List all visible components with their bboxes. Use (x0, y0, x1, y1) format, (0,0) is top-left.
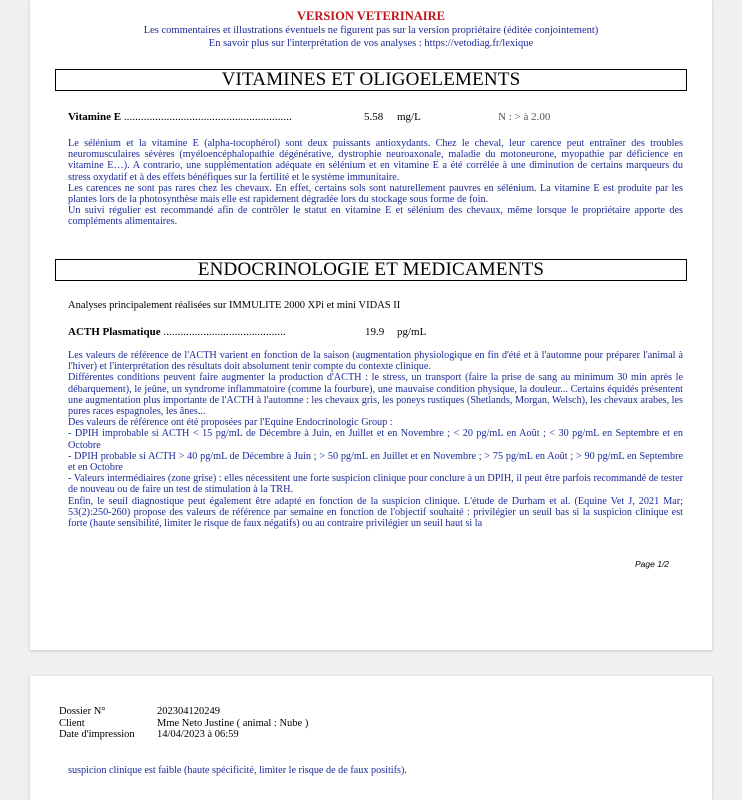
comment-paragraph: - DPIH probable si ACTH > 40 pg/mL de Décembre à Juin ; > 50 pg/mL en Juillet et en Novembre ; > 75 pg/mL en Août ; > 90 pg/mL en Septembre et en Octobre (68, 450, 683, 474)
version-label: VERSION VETERINAIRE (296, 9, 446, 23)
meta-row-dossier (59, 706, 308, 718)
analysis-value: 19.9 (365, 326, 385, 338)
leader-dots: ........................................................... (123, 111, 292, 123)
comment-paragraph: - DPIH improbable si ACTH < 15 pg/mL de Décembre à Juin, en Juillet et en Novembre ; < 20 pg/mL en Août ; < 30 pg/mL en Septembre et en Octobre (68, 428, 683, 451)
acth-comment (68, 350, 683, 529)
page-number: Page 1/2 (635, 559, 670, 569)
comment-paragraph: Le sélénium et la vitamine E (alpha-tocophérol) sont deux puissants antioxydants. Chez le cheval, leur carence peut entraîner des troubles neuromusculaires sévères (myéloencéphalopathie dégénérative, dystrophie neuroaxonale, maladie du motoneurone, myopathie par déficience en vitamine E…). A contrario, une supplémentation adéquate en sélénium et en vitamine E a été corrélée à une diminution de certains marqueurs du stress oxydatif et à des effets bénéfiques sur la fertilité et le système immunitaire. (68, 138, 683, 183)
comment-paragraph: Les valeurs de référence de l'ACTH varient en fonction de la saison (augmentation physiologique en fin d'été et à l'automne pour préparer l'animal à l'hiver) et l'interprétation des résultats doit absolument tenir compte du contexte clinique. (68, 350, 683, 373)
analysis-label: Vitamine E (68, 111, 122, 123)
comment-paragraph: Des valeurs de référence ont été proposées par l'Equine Endocrinologic Group : (68, 417, 393, 429)
section-subtitle: Analyses principalement réalisées sur IMMULITE 2000 XPi et mini VIDAS II (68, 300, 401, 311)
analysis-label: ACTH Plasmatique (68, 326, 161, 338)
meta-row-client (59, 718, 308, 730)
comment-paragraph: Enfin, le seuil diagnostique peut également être adapté en fonction de la suspicion clinique. L'étude de Durham et al. (Equine Vet J, 2021 Mar; 53(2):250-260) propose des valeurs de référence par semaine en fonction de l'objectif souhaité : privilégier un seuil bas si la suspicion clinique est forte (haute sensibilité, limiter le risque de faux négatifs) ou au contraire privilégier un seuil haut si la (68, 495, 683, 530)
analysis-row-vitamine-e (68, 110, 292, 124)
report-page-1 (30, 0, 712, 650)
analysis-unit: mg/L (397, 111, 421, 123)
analysis-value: 5.58 (364, 111, 384, 123)
header-notice: Les commentaires et illustrations éventuels ne figurent pas sur la version propriétaire (éditée conjointement) (143, 25, 599, 36)
header-lexique-link[interactable]: En savoir plus sur l'interprétation de vos analyses : https://vetodiag.fr/lexique (208, 38, 534, 49)
section-title-vitamines: VITAMINES ET OLIGOELEMENTS (55, 69, 687, 91)
meta-row-date (59, 729, 308, 741)
meta-value: Mme Neto Justine ( animal : Nube ) (157, 717, 309, 729)
meta-key: Client (59, 717, 85, 729)
meta-value: 202304120249 (157, 706, 220, 717)
patient-meta (59, 706, 308, 741)
comment-paragraph: Les carences ne sont pas rares chez les chevaux. En effet, certains sols sont naturellement pauvres en sélénium. La vitamine E est produite par les plantes lors de la photosynthèse mais elle est rapidement dégradée lors du stockage sous forme de foin. (68, 182, 683, 206)
leader-dots: ........................................... (163, 326, 286, 338)
analysis-row-acth (68, 325, 286, 339)
comment-continuation: suspicion clinique est faible (haute spécificité, limiter le risque de de faux positifs). (68, 765, 407, 776)
report-header (30, 9, 712, 50)
comment-paragraph: Un suivi régulier est recommandé afin de contrôler le statut en vitamine E et sélénium des chevaux, même lorsque le propriétaire apporte des compléments alimentaires. (68, 205, 683, 228)
analysis-unit: pg/mL (397, 326, 427, 338)
meta-key: Dossier N° (59, 706, 106, 717)
meta-value: 14/04/2023 à 06:59 (157, 729, 239, 740)
meta-key: Date d'impression (59, 729, 135, 740)
analysis-norm: N : > à 2.00 (498, 111, 551, 123)
vitamines-comment (68, 138, 683, 228)
comment-paragraph: Différentes conditions peuvent faire augmenter la production d'ACTH : le stress, un transport (faire la prise de sang au minimum 30 min après le débarquement), le jeûne, un syndrome inflammatoire (comme la fourbure), une mauvaise condition physique, la douleur... Certains équidés présentent une augmentation plus importante de l'ACTH à l'automne : les chevaux gris, les poneys rustiques (Shetlands, Morgan, Welsch), les chevaux arabes, les pures races espagnoles, les ânes... (68, 372, 683, 418)
section-title-endocrinologie: ENDOCRINOLOGIE ET MEDICAMENTS (55, 259, 687, 281)
comment-paragraph: - Valeurs intermédiaires (zone grise) : elles nécessitent une forte suspicion clinique pour conclure à un DPIH, il peut être parfois recommandé de tester de nouveau ou de faire un test de stimulation à la TRH. (68, 473, 683, 496)
report-page-2 (30, 676, 712, 800)
